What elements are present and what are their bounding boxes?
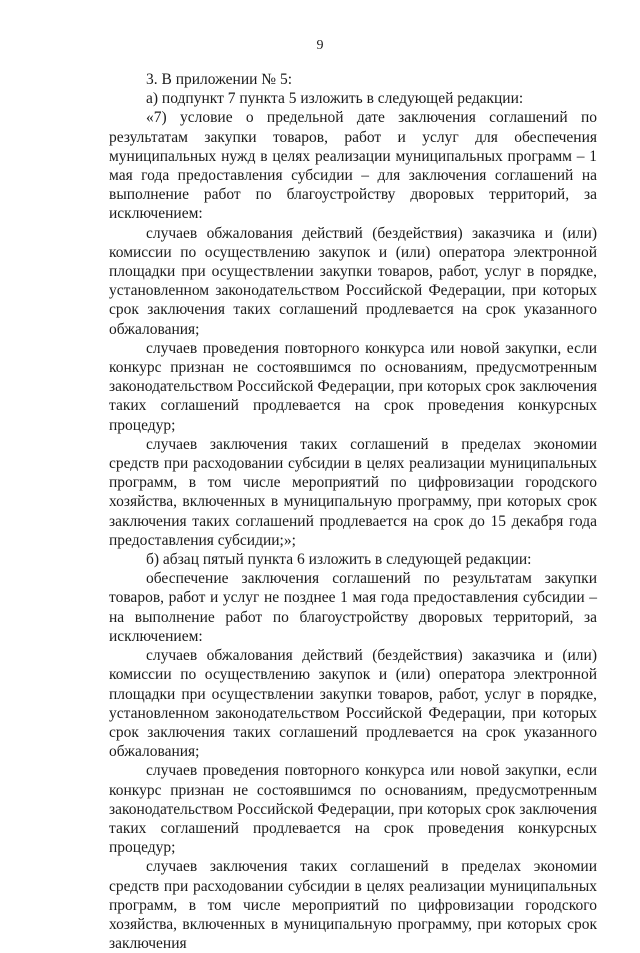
paragraph-condition-7: «7) условие о предельной дате заключения соглашений по результатам закупки товаров, работ и услуг для обеспечения муниципальных нужд в целях реализации муниципальных программ – 1 мая года предоставления субсидии – для заключения соглашений на выполнение работ по благоустройству дворовых территорий, за исключением: (109, 109, 597, 223)
paragraph-exception-appeal-2: случаев обжалования действий (бездействия) заказчика и (или) комиссии по осуществлению закупок и (или) оператора электронной площадки при осуществлении закупки товаров, работ, услуг в порядке, установленном законодательством Российской Федерации, при которых срок заключения таких соглашений продлевается на срок указанного обжалования; (109, 647, 597, 761)
document-body (109, 70, 597, 953)
paragraph-appendix-5-heading: 3. В приложении № 5: (146, 71, 293, 88)
paragraph-exception-repeat-tender-2: случаев проведения повторного конкурса или новой закупки, если конкурс признан не состоявшимся по основаниям, предусмотренным законодательством Российской Федерации, при которых срок заключения таких соглашений продлевается на срок проведения конкурсных процедур; (109, 762, 597, 857)
paragraph-item-b: б) абзац пятый пункта 6 изложить в следующей редакции: (146, 551, 532, 569)
paragraph-exception-savings-2: случаев заключения таких соглашений в пределах экономии средств при расходовании субсидии в целях реализации муниципальных программ, в том числе мероприятий по цифровизации городского хозяйства, включенных в муниципальную программу, при которых срок заключения (109, 858, 597, 953)
page-number: 9 (316, 38, 324, 53)
paragraph-exception-savings: случаев заключения таких соглашений в пределах экономии средств при расходовании субсидии в целях реализации муниципальных программ, в том числе мероприятий по цифровизации городского хозяйства, включенных в муниципальную программу, при которых срок заключения таких соглашений продлевается на срок до 15 декабря года предоставления субсидии;»; (109, 435, 597, 549)
paragraph-ensuring-contracts: обеспечение заключения соглашений по результатам закупки товаров, работ и услуг не позднее 1 мая года предоставления субсидии – на выполнение работ по благоустройству дворовых территорий, за исключением: (109, 570, 597, 645)
paragraph-item-a: а) подпункт 7 пункта 5 изложить в следующей редакции: (146, 90, 524, 108)
paragraph-exception-appeal: случаев обжалования действий (бездействия) заказчика и (или) комиссии по осуществлению закупок и (или) оператора электронной площадки при осуществлении закупки товаров, работ, услуг в порядке, установленном законодательством Российской Федерации, при которых срок заключения таких соглашений продлевается на срок указанного обжалования; (109, 224, 597, 338)
paragraph-exception-repeat-tender: случаев проведения повторного конкурса или новой закупки, если конкурс признан не состоявшимся по основаниям, предусмотренным законодательством Российской Федерации, при которых срок заключения таких соглашений продлевается на срок проведения конкурсных процедур; (109, 339, 597, 434)
